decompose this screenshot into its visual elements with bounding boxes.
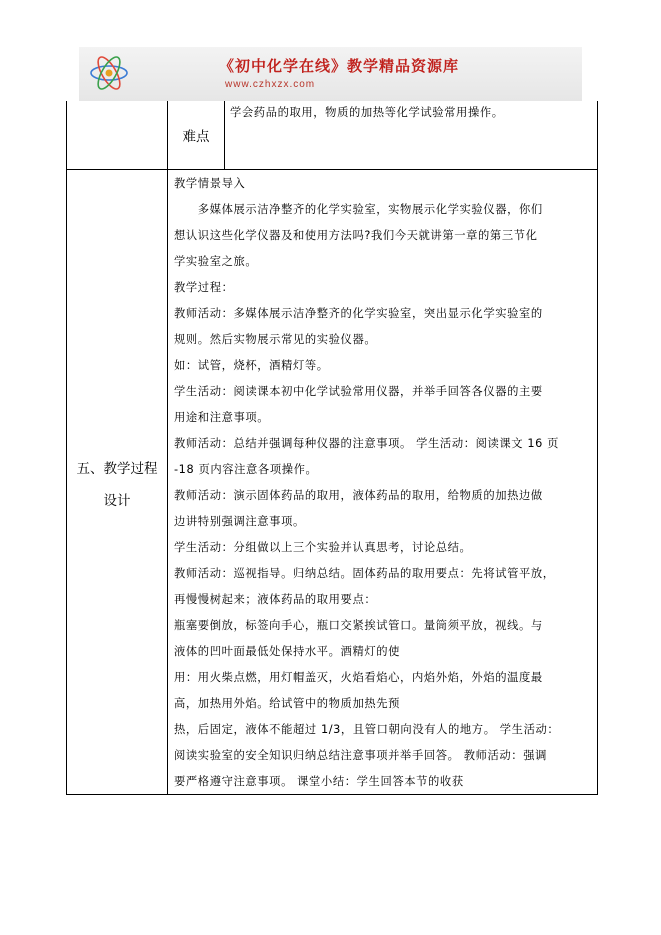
header-url: www.czhxzx.com [225, 79, 316, 90]
process-paragraph-line: 液体的凹叶面最低处保持水平。酒精灯的使 [174, 645, 401, 658]
process-paragraph-line: 想认识这些化学仪器及和使用方法吗?我们今天就讲第一章的第三节化 [174, 229, 538, 242]
table-border-divider [167, 101, 168, 795]
table-border-row [66, 169, 598, 170]
process-paragraph-line: 边讲特别强调注意事项。 [174, 515, 305, 528]
process-paragraph-line: 高，加热用外焰。给试管中的物质加热先预 [174, 697, 401, 710]
atom-logo-icon [87, 53, 131, 93]
process-paragraph-line: 教学过程： [174, 281, 234, 294]
process-paragraph-line: 瓶塞要倒放，标签向手心，瓶口交紧挨试管口。量筒须平放，视线。与 [174, 619, 543, 632]
process-paragraph-line: 如：试管，烧杯，酒精灯等。 [174, 359, 329, 372]
difficulty-label: 难点 [182, 129, 210, 145]
header-banner [79, 47, 582, 101]
process-paragraph-line: 规则。然后实物展示常见的实验仪器。 [174, 333, 377, 346]
process-paragraph-line: 用：用火柴点燃，用灯帽盖灭，火焰看焰心，内焰外焰，外焰的温度最 [174, 671, 543, 684]
process-content [174, 171, 594, 795]
process-paragraph-line: 教师活动：演示固体药品的取用，液体药品的取用，给物质的加热边做 [174, 489, 543, 502]
process-label-line2: 设计 [103, 493, 131, 509]
process-paragraph-line: 教师活动：总结并强调每种仪器的注意事项。 学生活动：阅读课文 16 页 [174, 437, 560, 450]
process-paragraph-line: 要严格遵守注意事项。 课堂小结：学生回答本节的收获 [174, 775, 464, 788]
process-paragraph-line: 阅读实验室的安全知识归纳总结注意事项并举手回答。 教师活动：强调 [174, 749, 547, 762]
process-paragraph-line: 教师活动：巡视指导。归纳总结。固体药品的取用要点：先将试管平放， [174, 567, 555, 580]
table-border-right [597, 101, 598, 795]
process-paragraph-line: -18 页内容注意各项操作。 [174, 463, 318, 476]
difficulty-content: 学会药品的取用，物质的加热等化学试验常用操作。 [230, 106, 504, 119]
process-paragraph-line: 学生活动：阅读课本初中化学试验常用仪器，并举手回答各仪器的主要 [174, 385, 543, 398]
process-paragraph-line: 多媒体展示洁净整齐的化学实验室，实物展示化学实验仪器，你们 [174, 203, 543, 216]
process-paragraph-line: 学生活动：分组做以上三个实验并认真思考，讨论总结。 [174, 541, 472, 554]
process-label-line1: 五、教学过程 [76, 461, 158, 477]
process-label [67, 453, 167, 517]
process-paragraph-line: 热，后固定，液体不能超过 1/3，且管口朝向没有人的地方。 学生活动： [174, 723, 560, 736]
process-paragraph-line: 学实验室之旅。 [174, 255, 258, 268]
process-paragraph-line: 教学情景导入 [174, 177, 246, 190]
process-paragraph-line: 教师活动：多媒体展示洁净整齐的化学实验室，突出显示化学实验室的 [174, 307, 543, 320]
table-border-inner [224, 101, 225, 169]
process-paragraph-line: 再慢慢树起来；液体药品的取用要点： [174, 593, 377, 606]
header-title: 《初中化学在线》教学精品资源库 [219, 57, 460, 75]
table-border-left [66, 101, 67, 795]
process-paragraph-line: 用途和注意事项。 [174, 411, 270, 424]
